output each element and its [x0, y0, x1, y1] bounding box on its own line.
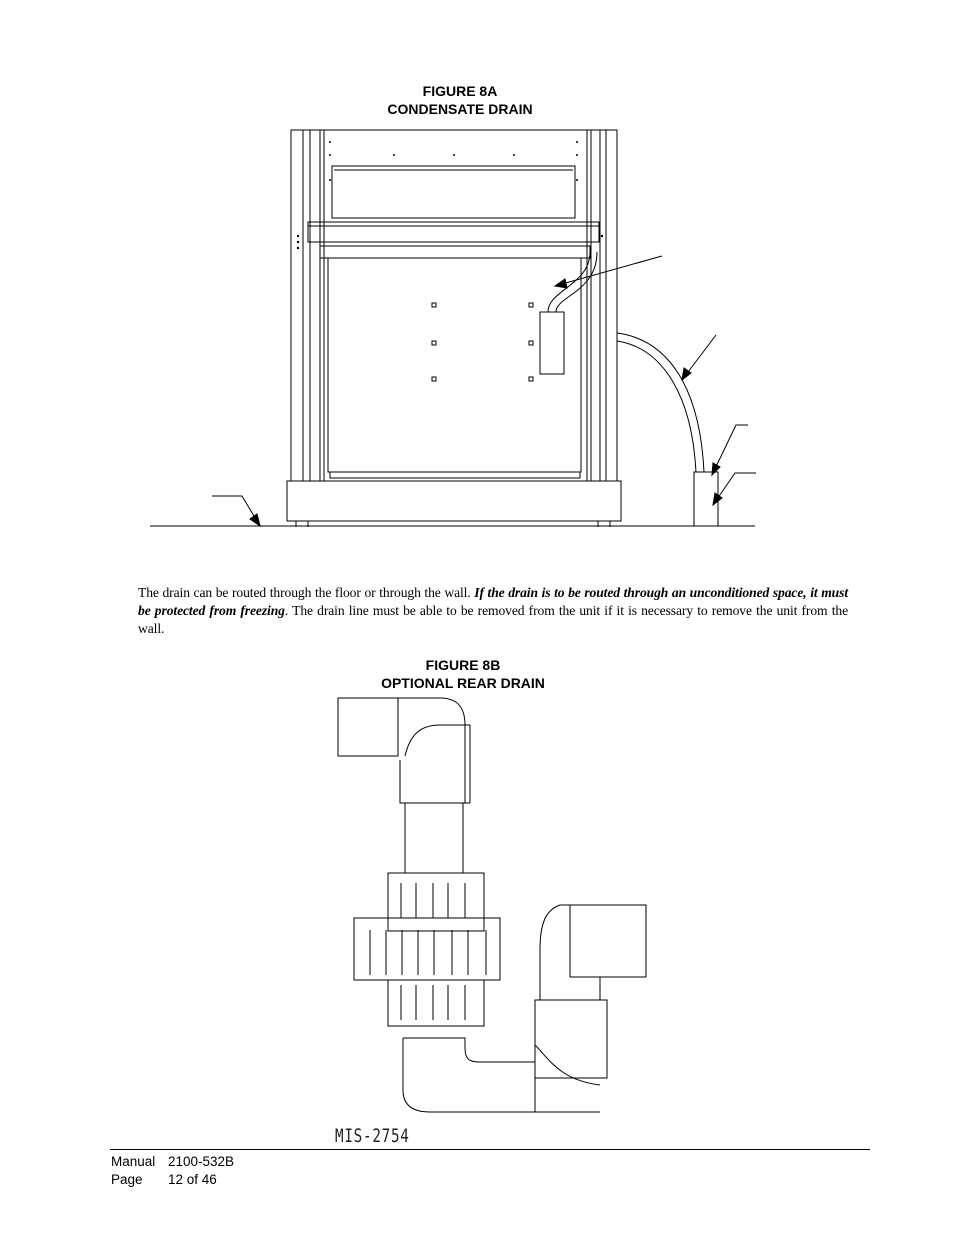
internal-drain-tube	[540, 252, 597, 374]
figure-8b-number: FIGURE 8B	[425, 657, 501, 673]
footer-page-row	[111, 1171, 234, 1189]
vertical-pipe	[405, 803, 463, 873]
page-footer	[111, 1153, 234, 1189]
drawing-id-label: MIS-2754	[335, 1125, 410, 1147]
right-elbow-fitting	[535, 905, 646, 1078]
footer-page-value: 12 of 46	[168, 1172, 217, 1187]
footer-divider	[110, 1149, 870, 1150]
footer-manual-label: Manual	[111, 1154, 156, 1169]
fastener-dots	[297, 141, 603, 249]
paragraph-emphasis: If the drain is to be routed through an unconditioned space, it must be protected from freezing	[138, 585, 848, 618]
top-elbow-fitting	[338, 698, 470, 803]
panel-screws	[432, 303, 533, 381]
footer-manual-value: 2100-532B	[168, 1154, 235, 1169]
paragraph-text-after: . The drain line must be able to be removed from the unit if it is necessary to remove the unit from the wall.	[138, 603, 848, 636]
cabinet-frame	[287, 130, 621, 527]
external-drain-hose	[617, 333, 718, 526]
condensate-drain-drawing	[0, 0, 954, 560]
figure-8b-title: OPTIONAL REAR DRAIN	[381, 675, 545, 691]
leader-lines	[212, 256, 756, 526]
body-paragraph	[138, 584, 848, 638]
union-fitting	[354, 873, 500, 1026]
footer-page-label: Page	[111, 1172, 143, 1187]
figure-8a-number: FIGURE 8A	[422, 83, 498, 99]
footer-manual-row	[111, 1153, 234, 1171]
bottom-elbow-fitting	[403, 1038, 600, 1112]
figure-8a-title: CONDENSATE DRAIN	[387, 101, 533, 117]
paragraph-text-before: The drain can be routed through the floor or through the wall.	[138, 585, 475, 600]
figure-8b-caption	[0, 656, 940, 692]
